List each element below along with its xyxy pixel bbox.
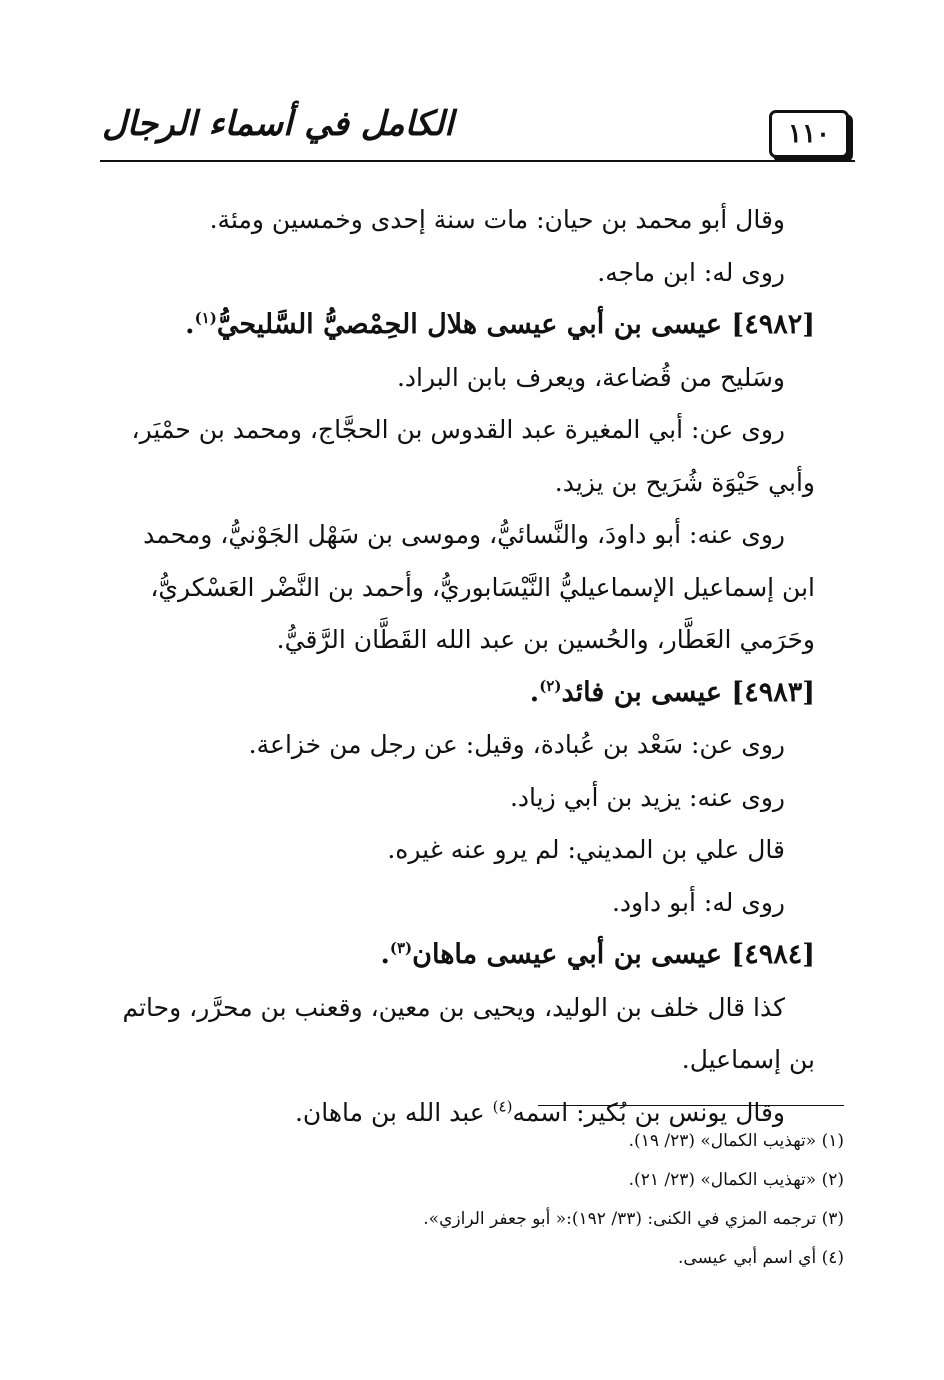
text-line: روى عنه: أبو داودَ، والنَّسائيُّ، وموسى بن سَهْل الجَوْنيُّ، ومحمد	[143, 520, 785, 549]
entry-number: [٤٩٨٤]	[731, 939, 815, 970]
footnote: (٢) «تهذيب الكمال» (٢٣/ ٢١).	[628, 1170, 844, 1190]
entry-name: عيسى بن فائد	[561, 676, 723, 708]
footnotes	[244, 1122, 844, 1278]
text-line: روى عن: سَعْد بن عُبادة، وقيل: عن رجل من خزاعة.	[248, 730, 785, 759]
text-line: وسَليح من قُضاعة، ويعرف بابن البراد.	[396, 362, 785, 392]
footnote: (٤) أي اسم أبي عيسى.	[678, 1248, 844, 1268]
text-line: بن إسماعيل.	[681, 1045, 815, 1074]
text-line: وأبي حَيْوَة شُرَيح بن يزيد.	[554, 467, 815, 497]
footnote: (١) «تهذيب الكمال» (٢٣/ ١٩).	[628, 1131, 844, 1151]
text-line: وقال أبو محمد بن حيان: مات سنة إحدى وخمسين ومئة.	[209, 205, 785, 234]
text-fragment: عبد الله بن ماهان.	[294, 1097, 493, 1127]
footnote-ref: (٤)	[492, 1097, 513, 1116]
page-number: ١١٠	[788, 119, 830, 149]
text-fragment: وقال يونس بن بُكير: اسمه	[512, 1097, 785, 1127]
entry-heading	[100, 667, 815, 720]
entry-end: .	[529, 676, 540, 708]
footnote-rule	[538, 1105, 844, 1106]
entry-number: [٤٩٨٢]	[731, 309, 815, 340]
text-line: روى له: أبو داود.	[611, 887, 785, 917]
header-rule	[100, 160, 855, 162]
entry-number: [٤٩٨٣]	[731, 676, 815, 708]
text-line: وحَرَمي العَطَّار، والحُسين بن عبد الله القَطَّان الرَّقيُّ.	[276, 625, 815, 654]
entry-heading	[100, 299, 815, 352]
footnote-ref: (١)	[194, 309, 217, 327]
footnote-ref: (٣)	[389, 939, 413, 957]
book-title: الكامل في أسماء الرجال	[102, 104, 454, 144]
entry-name: عيسى بن أبي عيسى هلال الحِمْصيُّ السَّليحيُّ	[216, 309, 723, 340]
entry-end: .	[380, 939, 390, 970]
entry-end: .	[185, 309, 195, 340]
footnote: (٣) ترجمه المزي في الكنى: (٣٣/ ١٩٢):« أبو جعفر الرازي».	[423, 1209, 844, 1229]
main-text	[100, 194, 815, 1139]
entry-name: عيسى بن أبي عيسى ماهان	[412, 939, 723, 970]
running-header	[100, 100, 855, 162]
text-line: قال علي بن المديني: لم يرو عنه غيره.	[387, 835, 785, 864]
text-line: كذا قال خلف بن الوليد، ويحيى بن معين، وقعنب بن محرَّر، وحاتم	[122, 992, 785, 1022]
text-line: ابن إسماعيل الإسماعيليُّ النَّيْسَابوريُّ، وأحمد بن النَّضْر العَسْكريُّ،	[150, 572, 815, 602]
text-line: روى عنه: يزيد بن أبي زياد.	[509, 782, 785, 812]
footnote-ref: (٢)	[539, 676, 562, 695]
page-number-box	[769, 110, 849, 158]
text-line: روى عن: أبي المغيرة عبد القدوس بن الحجَّاج، ومحمد بن حمْيَر،	[131, 415, 785, 444]
text-line: روى له: ابن ماجه.	[597, 257, 785, 287]
entry-heading	[100, 929, 815, 982]
